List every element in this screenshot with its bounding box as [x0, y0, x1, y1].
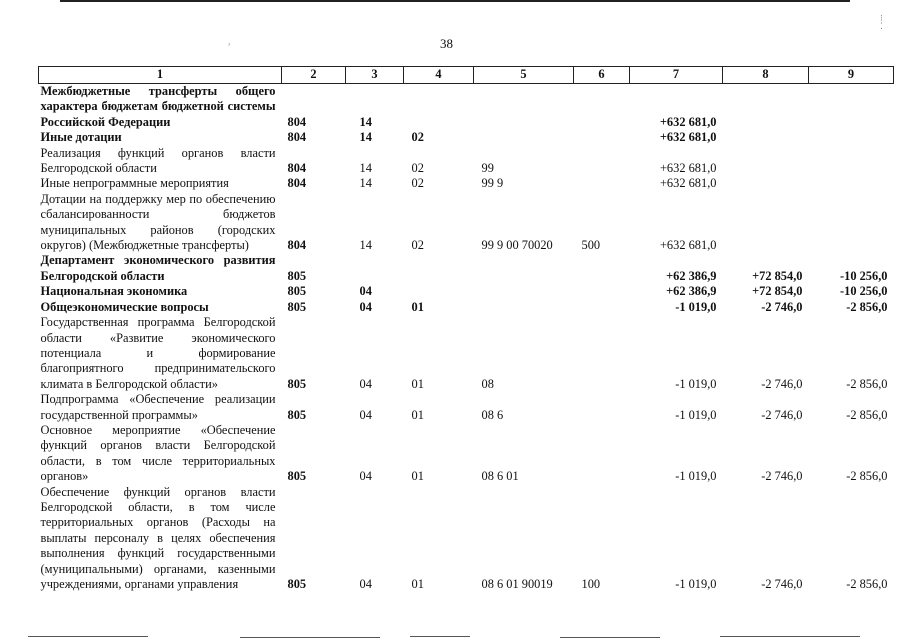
bottom-edge-line: [720, 636, 860, 637]
admin-code-cell: 805: [287, 376, 307, 391]
amount-cell-2022: +632 681,0: [659, 114, 717, 129]
amount-cell-2024: [809, 176, 894, 191]
admin-code-cell: 804: [287, 114, 307, 129]
subsection-code-cell: [404, 253, 474, 284]
target-article-cell: [474, 300, 574, 315]
amount-cell-2023: -2 746,0: [761, 577, 803, 591]
admin-code-cell: 805: [287, 469, 307, 484]
amount-cell-2022: +62 386,9: [666, 268, 717, 283]
expense-type-cell: [574, 392, 630, 423]
amount-cell-2022: +632 681,0: [659, 130, 717, 145]
amount-cell-2023: [723, 176, 809, 191]
section-code-cell: 14: [359, 130, 372, 145]
expense-type-cell: [574, 84, 630, 131]
target-article-cell: [474, 284, 574, 299]
table-row: [39, 485, 894, 593]
budget-table: [38, 66, 894, 592]
amount-cell-2024: -2 856,0: [846, 299, 888, 314]
subsection-code-cell: 01: [411, 577, 424, 591]
top-border-line: [60, 0, 850, 2]
expense-type-cell: [574, 146, 630, 177]
amount-cell-2023: [723, 192, 809, 254]
section-code-cell: 04: [359, 299, 372, 314]
amount-cell-2024: -2 856,0: [846, 469, 888, 484]
table-row: [39, 176, 894, 191]
column-header: 6: [574, 67, 630, 84]
expense-type-cell: 100: [581, 577, 601, 591]
amount-cell-2024: [809, 192, 894, 254]
subsection-code-cell: [404, 284, 474, 299]
target-article-cell: 08 6: [481, 407, 504, 422]
row-name-cell: Иные непрограммные мероприятия: [40, 176, 229, 191]
row-name-cell: Основное мероприятие «Обеспечение функций органов власти Белгородской области, в том числе территориальных органов»: [40, 422, 276, 484]
expense-type-cell: 500: [581, 238, 601, 253]
amount-cell-2023: -2 746,0: [761, 376, 803, 391]
amount-cell-2022: +62 386,9: [666, 284, 717, 299]
target-article-cell: [474, 130, 574, 145]
expense-type-cell: [574, 300, 630, 315]
table-row: [39, 84, 894, 131]
amount-cell-2024: -2 856,0: [846, 577, 888, 591]
bottom-edge-line: [240, 637, 380, 638]
subsection-code-cell: 01: [411, 469, 424, 484]
amount-cell-2022: -1 019,0: [675, 469, 717, 484]
subsection-code-cell: 02: [411, 130, 424, 145]
section-code-cell: 14: [359, 176, 372, 191]
expense-type-cell: [574, 423, 630, 485]
table-header-row: [39, 67, 894, 84]
amount-cell-2022: -1 019,0: [675, 577, 717, 591]
section-code-cell: 14: [359, 114, 372, 129]
target-article-cell: [474, 84, 574, 131]
amount-cell-2022: -1 019,0: [675, 299, 717, 314]
subsection-code-cell: 02: [411, 176, 424, 191]
amount-cell-2024: [809, 146, 894, 177]
amount-cell-2024: [809, 84, 894, 131]
amount-cell-2023: -2 746,0: [761, 469, 803, 484]
expense-type-cell: [574, 130, 630, 145]
subsection-code-cell: [404, 84, 474, 131]
subsection-code-cell: 01: [411, 299, 424, 314]
section-code-cell: 14: [359, 161, 372, 176]
amount-cell-2022: +632 681,0: [659, 161, 717, 176]
subsection-code-cell: 02: [411, 161, 424, 176]
page-number: 38: [440, 36, 453, 51]
bottom-edge-line: [28, 636, 148, 637]
section-code-cell: 14: [359, 238, 372, 253]
subsection-code-cell: 01: [411, 376, 424, 391]
row-name-cell: Государственная программа Белгородской области «Развитие экономического потенциала и формирование благоприятного предпринимательского климата в Белгородской области»: [40, 315, 276, 391]
table-row: [39, 146, 894, 177]
section-code-cell: 04: [359, 376, 372, 391]
target-article-cell: [474, 253, 574, 284]
column-header: 3: [346, 67, 404, 84]
section-code-cell: 04: [359, 407, 372, 422]
target-article-cell: 08 6 01 90019: [481, 577, 553, 591]
table-row: [39, 315, 894, 392]
amount-cell-2022: +632 681,0: [659, 176, 717, 191]
section-code-cell: 04: [359, 577, 372, 591]
table-row: [39, 392, 894, 423]
amount-cell-2022: +632 681,0: [659, 238, 717, 253]
row-name-cell: Департамент экономического развития Белгородской области: [40, 253, 276, 283]
amount-cell-2023: -2 746,0: [761, 299, 803, 314]
table-row: [39, 300, 894, 315]
admin-code-cell: 805: [287, 577, 307, 591]
bottom-edge-line: [560, 637, 660, 638]
column-header: 2: [282, 67, 346, 84]
amount-cell-2024: -2 856,0: [846, 407, 888, 422]
admin-code-cell: 805: [287, 407, 307, 422]
column-header: 8: [723, 67, 809, 84]
amount-cell-2024: -10 256,0: [840, 268, 888, 283]
admin-code-cell: 804: [287, 161, 307, 176]
expense-type-cell: [574, 253, 630, 284]
admin-code-cell: 804: [287, 176, 307, 191]
section-code-cell: [346, 253, 404, 284]
admin-code-cell: 804: [287, 238, 307, 253]
column-header: 4: [404, 67, 474, 84]
amount-cell-2023: [723, 130, 809, 145]
scan-speck: ⁝ ⁚: [880, 13, 883, 31]
amount-cell-2023: -2 746,0: [761, 407, 803, 422]
amount-cell-2023: +72 854,0: [752, 268, 803, 283]
target-article-cell: 08: [481, 376, 494, 391]
column-header: 5: [474, 67, 574, 84]
expense-type-cell: [574, 284, 630, 299]
row-name-cell: Обеспечение функций органов власти Белгородской области, в том числе территориальных органов (Расходы на выплаты персоналу в целях обеспечения выполнения функций государственными (муниципальными) органами, казенными учреждениями, органами управления: [40, 484, 276, 591]
amount-cell-2024: -10 256,0: [840, 284, 888, 299]
column-header: 9: [809, 67, 894, 84]
admin-code-cell: 804: [287, 130, 307, 145]
table-row: [39, 253, 894, 284]
expense-type-cell: [574, 315, 630, 392]
subsection-code-cell: 02: [411, 238, 424, 253]
amount-cell-2023: [723, 84, 809, 131]
target-article-cell: 08 6 01: [481, 469, 519, 484]
target-article-cell: 99 9 00 70020: [481, 238, 553, 253]
amount-cell-2022: -1 019,0: [675, 376, 717, 391]
admin-code-cell: 805: [287, 284, 307, 299]
expense-type-cell: [574, 176, 630, 191]
amount-cell-2022: -1 019,0: [675, 407, 717, 422]
target-article-cell: 99: [481, 161, 494, 176]
row-name-cell: Реализация функций органов власти Белгородской области: [40, 145, 276, 176]
row-name-cell: Общеэкономические вопросы: [40, 299, 209, 314]
column-header: 1: [39, 67, 282, 84]
column-header: 7: [630, 67, 723, 84]
subsection-code-cell: 01: [411, 407, 424, 422]
scan-speck: ᵓ: [228, 40, 231, 50]
row-name-cell: Национальная экономика: [40, 284, 188, 299]
amount-cell-2024: [809, 130, 894, 145]
amount-cell-2023: +72 854,0: [752, 284, 803, 299]
section-code-cell: 04: [359, 469, 372, 484]
section-code-cell: 04: [359, 284, 372, 299]
amount-cell-2024: -2 856,0: [846, 376, 888, 391]
table-row: [39, 192, 894, 254]
row-name-cell: Подпрограмма «Обеспечение реализации государственной программы»: [40, 392, 276, 422]
row-name-cell: Иные дотации: [40, 130, 122, 145]
table-row: [39, 130, 894, 145]
table-row: [39, 284, 894, 299]
amount-cell-2023: [723, 146, 809, 177]
admin-code-cell: 805: [287, 268, 307, 283]
target-article-cell: 99 9: [481, 176, 504, 191]
bottom-edge-line: [410, 636, 470, 637]
row-name-cell: Межбюджетные трансферты общего характера бюджетам бюджетной системы Российской Федерации: [40, 84, 276, 129]
admin-code-cell: 805: [287, 299, 307, 314]
table-row: [39, 423, 894, 485]
row-name-cell: Дотации на поддержку мер по обеспечению сбалансированности бюджетов муниципальных районов (городских округов) (Межбюджетные трансферты): [40, 191, 276, 253]
